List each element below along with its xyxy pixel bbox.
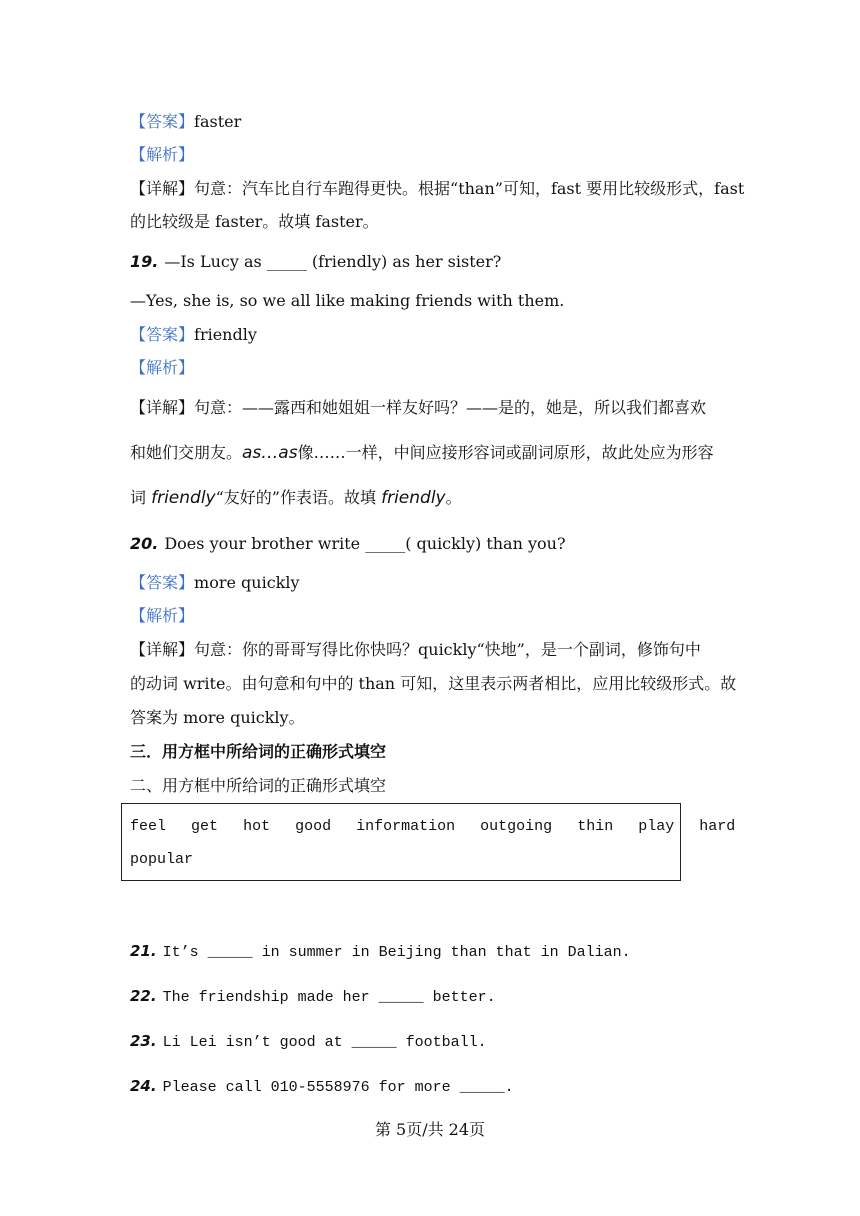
word-item: play <box>638 818 675 835</box>
q19-question-line <box>130 252 501 272</box>
q19-answer-line <box>130 325 257 345</box>
analysis-tag: 【解析】 <box>130 606 195 625</box>
answer-text: more quickly <box>194 573 300 592</box>
word-box-row1 <box>130 818 751 835</box>
answer-tag: 【答案】 <box>130 573 195 592</box>
q19-analysis-line <box>130 358 194 378</box>
detail-text: 的比较级是 faster。故填 faster。 <box>130 212 379 231</box>
detail-handwritten: as…as <box>242 443 298 463</box>
page-footer: 第 5页/共 24页 <box>374 1120 486 1139</box>
q19-reply-line <box>130 291 564 311</box>
answer-text: faster <box>194 112 242 131</box>
detail-text: 和她们交朋友。 <box>130 443 243 462</box>
question-text: It’s _____ in summer in Beijing than that in Dalian. <box>162 944 631 961</box>
answer-tag: 【答案】 <box>130 112 195 131</box>
q18-answer-line <box>130 112 241 132</box>
q18-detail-line2 <box>130 212 379 232</box>
analysis-tag: 【解析】 <box>130 145 195 164</box>
answer-text: friendly <box>194 325 257 344</box>
question-number: 20. <box>130 534 159 553</box>
word-item: feel <box>130 818 167 835</box>
question-number: 23. <box>130 1032 157 1050</box>
word-item: outgoing <box>480 818 553 835</box>
word-item: popular <box>130 851 194 868</box>
question-number: 22. <box>130 987 157 1005</box>
q18-detail-line1 <box>130 179 744 199</box>
question-number: 19. <box>130 252 159 271</box>
q19-detail-line1 <box>130 398 706 418</box>
question-text: Li Lei isn’t good at _____ football. <box>162 1034 487 1051</box>
q18-analysis-line <box>130 145 194 165</box>
q20-analysis-line <box>130 606 194 626</box>
question-number: 21. <box>130 942 157 960</box>
q20-detail-line3 <box>130 708 305 728</box>
question-text: Please call 010-5558976 for more _____. <box>162 1079 514 1096</box>
answer-tag: 【答案】 <box>130 325 195 344</box>
detail-text: 的动词 write。由句意和句中的 than 可知，这里表示两者相比，应用比较级形式。故 <box>130 674 737 693</box>
word-item: hard <box>699 818 736 835</box>
detail-text: 像……一样，中间应接形容词或副词原形，故此处应为形容 <box>297 443 714 462</box>
detail-handwritten: friendly <box>381 488 446 508</box>
question-text: —Is Lucy as _____ (friendly) as her sister? <box>164 252 502 271</box>
word-box-row2 <box>130 851 209 868</box>
word-item: hot <box>243 818 271 835</box>
detail-text: 句意：汽车比自行车跑得更快。根据“than”可知，fast 要用比较级形式，fast <box>194 179 745 198</box>
detail-text: “友好的”作表语。故填 <box>215 488 376 507</box>
q19-detail-line2 <box>130 443 714 463</box>
q23-line <box>130 1031 487 1053</box>
analysis-tag: 【解析】 <box>130 358 195 377</box>
word-item: get <box>191 818 219 835</box>
detail-tag: 【详解】 <box>130 179 195 198</box>
q19-detail-line3 <box>130 488 462 508</box>
word-box <box>121 803 736 881</box>
question-number: 24. <box>130 1077 157 1095</box>
q22-line <box>130 986 496 1008</box>
q20-detail-line1 <box>130 640 701 660</box>
q20-question-line <box>130 534 566 554</box>
detail-tag: 【详解】 <box>130 398 195 417</box>
q24-line <box>130 1076 514 1098</box>
word-item: thin <box>577 818 614 835</box>
section-heading: 三．用方框中所给词的正确形式填空 <box>130 742 387 761</box>
reply-text: —Yes, she is, so we all like making friends with them. <box>130 291 565 310</box>
detail-handwritten: friendly <box>151 488 216 508</box>
question-text: Does your brother write _____( quickly) than you? <box>164 534 566 553</box>
detail-tag: 【详解】 <box>130 640 195 659</box>
word-item: information <box>356 818 456 835</box>
word-item: good <box>295 818 332 835</box>
detail-text: 句意：你的哥哥写得比你快吗？quickly“快地”，是一个副词，修饰句中 <box>194 640 701 659</box>
question-text: The friendship made her _____ better. <box>162 989 496 1006</box>
detail-text: 句意：——露西和她姐姐一样友好吗？——是的，她是，所以我们都喜欢 <box>194 398 707 417</box>
q20-answer-line <box>130 573 300 593</box>
detail-text: 词 <box>130 488 147 507</box>
q21-line <box>130 941 631 963</box>
detail-text: 。 <box>445 488 462 507</box>
q20-detail-line2 <box>130 674 736 694</box>
detail-text: 答案为 more quickly。 <box>130 708 305 727</box>
section-subheading: 二、用方框中所给词的正确形式填空 <box>130 776 387 795</box>
